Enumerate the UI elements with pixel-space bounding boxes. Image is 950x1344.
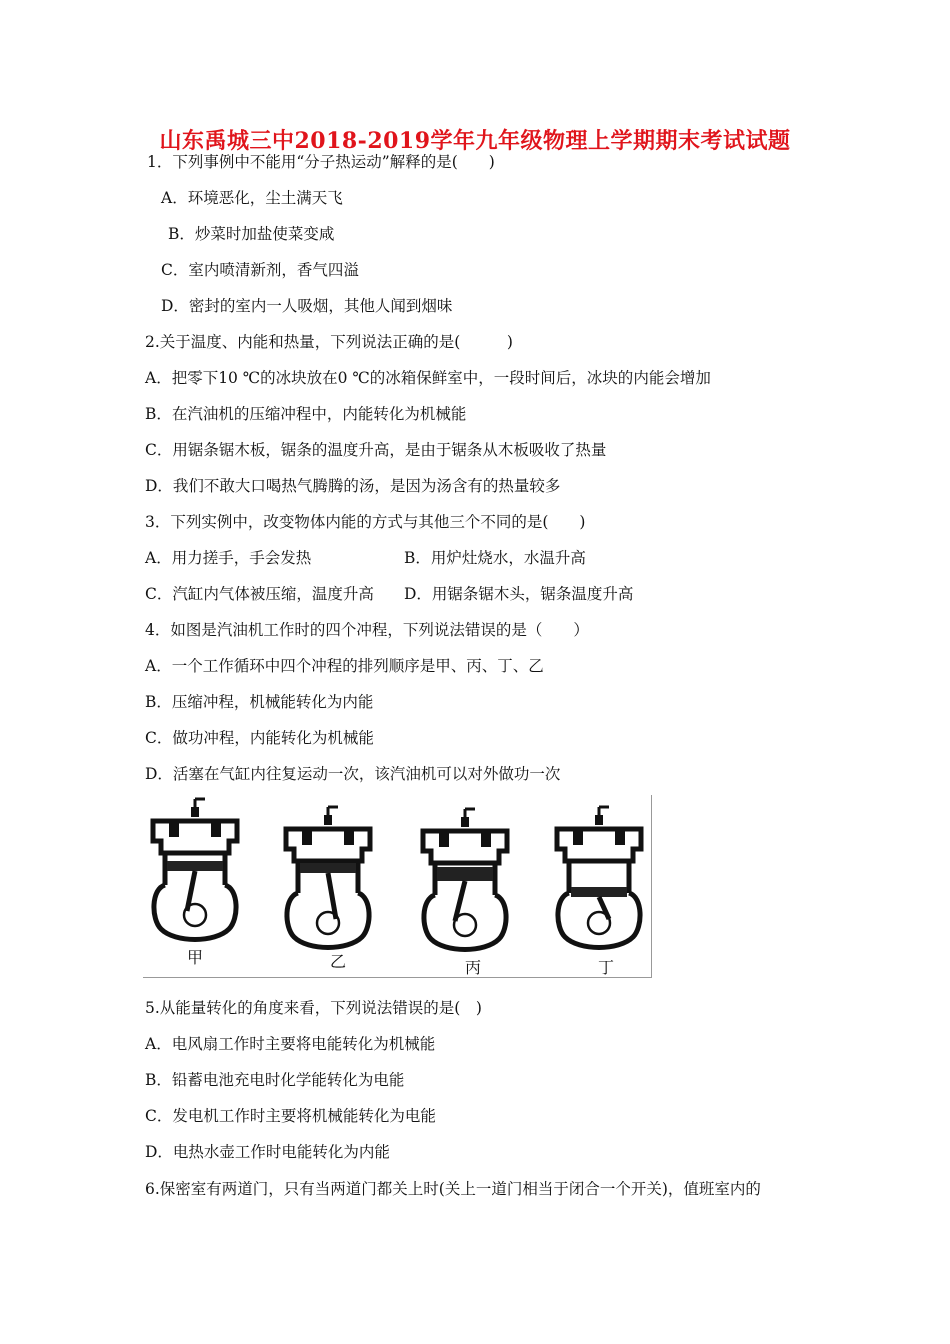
q4-option-c: C．做功冲程，内能转化为机械能 <box>145 729 374 747</box>
q4-stem: 4．如图是汽油机工作时的四个冲程，下列说法错误的是（ ） <box>145 621 589 639</box>
q4-option-d: D．活塞在气缸内往复运动一次，该汽油机可以对外做功一次 <box>145 765 561 783</box>
engine-yi <box>286 807 370 948</box>
q1-option-b: B．炒菜时加盐使菜变咸 <box>168 225 335 243</box>
engine-strokes-drawing <box>143 795 651 977</box>
engine-strokes-figure <box>143 795 652 978</box>
q6-stem: 6.保密室有两道门，只有当两道门都关上时(关上一道门相当于闭合一个开关)，值班室内的 <box>145 1180 761 1198</box>
caption-bing: 丙 <box>465 958 482 977</box>
q5-option-d: D．电热水壶工作时电能转化为内能 <box>145 1143 390 1161</box>
q2-option-d: D．我们不敢大口喝热气腾腾的汤，是因为汤含有的热量较多 <box>145 477 561 495</box>
engine-bing <box>423 809 507 950</box>
q2-option-b: B．在汽油机的压缩冲程中，内能转化为机械能 <box>145 405 467 423</box>
engine-jia <box>153 799 237 940</box>
q3-stem: 3．下列实例中，改变物体内能的方式与其他三个不同的是( ) <box>145 513 586 531</box>
q5-option-c: C．发电机工作时主要将机械能转化为电能 <box>145 1107 436 1125</box>
q5-option-a: A．电风扇工作时主要将电能转化为机械能 <box>145 1035 436 1053</box>
caption-yi: 乙 <box>330 952 347 971</box>
q5-stem: 5.从能量转化的角度来看，下列说法错误的是( ) <box>145 999 482 1017</box>
q4-option-a: A．一个工作循环中四个冲程的排列顺序是甲、丙、丁、乙 <box>145 657 544 675</box>
q3-option-d: D．用锯条锯木头，锯条温度升高 <box>404 585 634 603</box>
q2-option-c: C．用锯条锯木板，锯条的温度升高，是由于锯条从木板吸收了热量 <box>145 441 607 459</box>
q3-option-b: B．用炉灶烧水，水温升高 <box>404 549 586 567</box>
q1-option-a: A．环境恶化，尘土满天飞 <box>161 189 343 207</box>
caption-ding: 丁 <box>598 958 615 977</box>
q1-option-d: D．密封的室内一人吸烟，其他人闻到烟味 <box>161 297 453 315</box>
q5-option-b: B．铅蓄电池充电时化学能转化为电能 <box>145 1071 405 1089</box>
q1-stem: 1．下列事例中不能用“分子热运动”解释的是( ) <box>147 153 495 171</box>
caption-jia: 甲 <box>187 948 204 967</box>
engine-ding <box>557 807 641 948</box>
page-title: 山东禹城三中2018-2019学年九年级物理上学期期末考试试题 <box>159 128 791 154</box>
q4-option-b: B．压缩冲程，机械能转化为内能 <box>145 693 374 711</box>
q1-option-c: C．室内喷清新剂，香气四溢 <box>161 261 359 279</box>
q3-option-a: A．用力搓手，手会发热 <box>145 549 312 567</box>
q2-option-a: A．把零下10 ℃的冰块放在0 ℃的冰箱保鲜室中，一段时间后，冰块的内能会增加 <box>145 369 711 387</box>
q3-option-c: C．汽缸内气体被压缩，温度升高 <box>145 585 374 603</box>
q2-stem: 2.关于温度、内能和热量，下列说法正确的是( ) <box>145 333 513 351</box>
